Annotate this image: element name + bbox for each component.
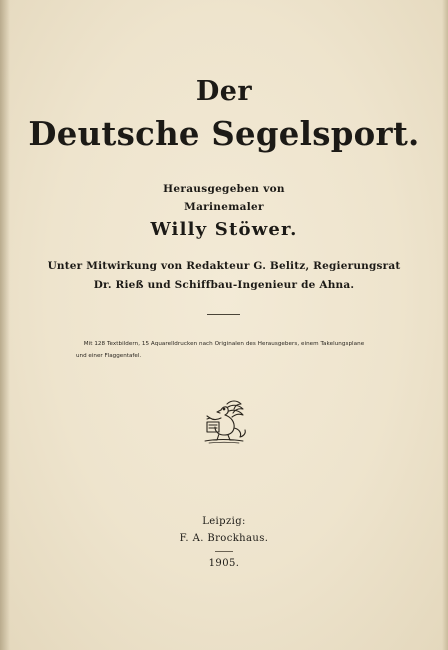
publication-year: 1905.	[208, 558, 240, 569]
publication-place: Leipzig:	[202, 516, 246, 527]
illustrations-note-line-1: Mit 128 Textbildern, 15 Aquarelldrucken nach Originalen des Herausgebers, einem Takelungsplane	[83, 341, 365, 347]
edited-by-label: Herausgegeben von	[163, 183, 285, 195]
illustrations-note-line-2: und einer Flaggentafel.	[76, 353, 142, 359]
author-name: Willy Stöwer.	[150, 219, 298, 240]
imprint-divider	[215, 551, 233, 552]
author-role: Marinemaler	[184, 201, 264, 213]
book-title: Deutsche Segelsport.	[28, 114, 420, 153]
griffin-publisher-mark-icon	[197, 398, 251, 446]
divider-rule	[207, 314, 240, 315]
collaborators-line-1: Unter Mitwirkung von Redakteur G. Belitz, Regierungsrat	[47, 260, 401, 272]
publisher-name: F. A. Brockhaus.	[179, 533, 269, 544]
title-article: Der	[195, 76, 253, 107]
collaborators-line-2: Dr. Rieß und Schiffbau-Ingenieur de Ahna.	[93, 279, 355, 291]
